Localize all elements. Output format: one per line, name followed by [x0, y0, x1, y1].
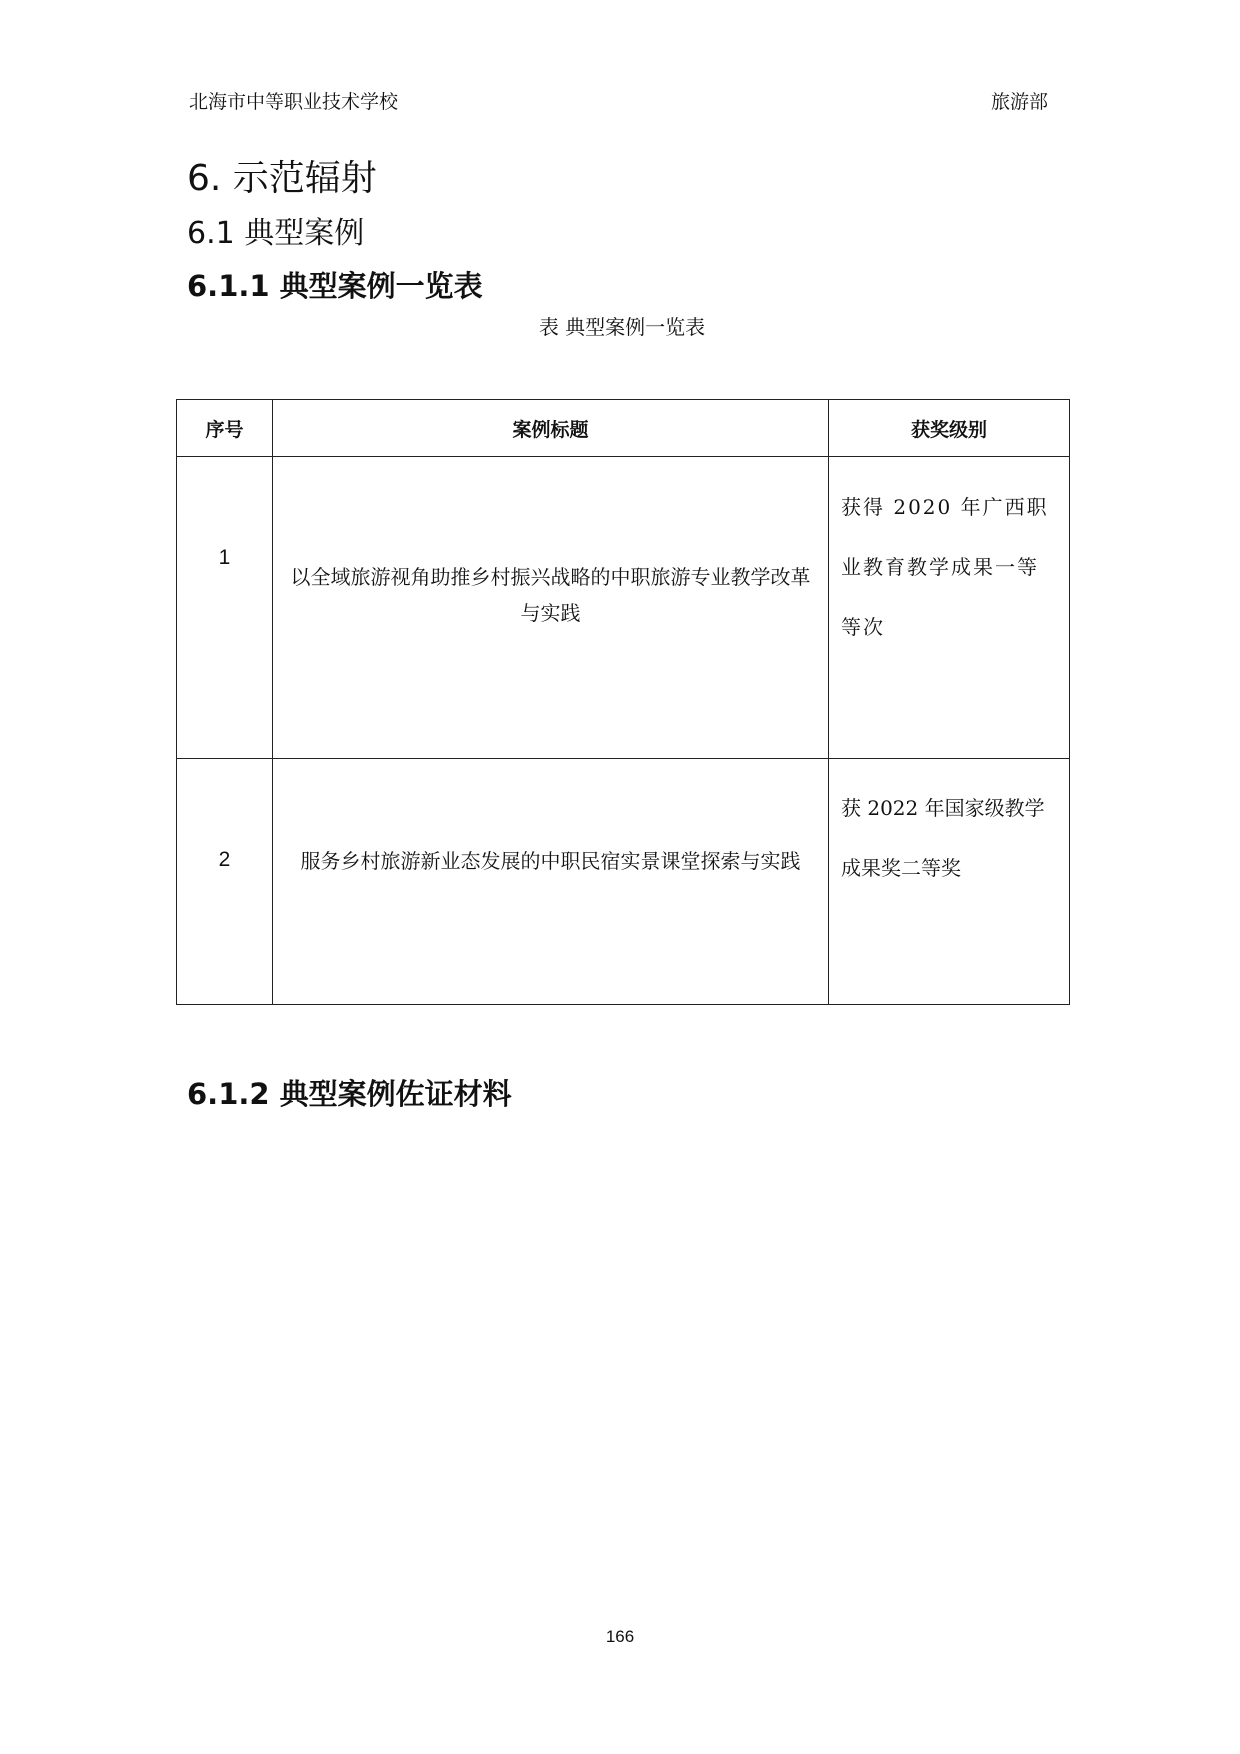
case-title: 以全域旅游视角助推乡村振兴战略的中职旅游专业教学改革与实践 [290, 565, 811, 625]
column-header-title: 案例标题 [273, 400, 829, 457]
case-number-cell [177, 759, 273, 1005]
case-award-cell [829, 457, 1070, 759]
case-title-cell [273, 759, 829, 1005]
subsection-heading: 6.1 典型案例 [187, 216, 365, 251]
header-school-name: 北海市中等职业技术学校 [189, 91, 399, 113]
table-row [177, 759, 1070, 1005]
header-department: 旅游部 [991, 91, 1049, 113]
case-award: 获得 2020 年广西职业教育教学成果一等等次 [841, 495, 1049, 639]
case-number: 1 [218, 546, 231, 569]
case-award: 获 2022 年国家级教学成果奖二等奖 [841, 796, 1045, 880]
page-number: 166 [605, 1627, 635, 1646]
case-table [176, 399, 1070, 1005]
case-number: 2 [218, 848, 231, 871]
column-header-number: 序号 [177, 400, 273, 457]
case-number-cell [177, 457, 273, 759]
case-title-cell [273, 457, 829, 759]
column-header-award: 获奖级别 [829, 400, 1070, 457]
section-heading: 6. 示范辐射 [187, 158, 377, 199]
evidence-heading: 6.1.2 典型案例佐证材料 [187, 1077, 512, 1111]
table-caption [0, 313, 1240, 341]
table-caption-text: 表 典型案例一览表 [538, 315, 706, 339]
case-award-cell [829, 759, 1070, 1005]
table-heading: 6.1.1 典型案例一览表 [187, 269, 483, 303]
case-title: 服务乡村旅游新业态发展的中职民宿实景课堂探索与实践 [300, 849, 801, 873]
table-row [177, 457, 1070, 759]
table-header-row [177, 400, 1070, 457]
